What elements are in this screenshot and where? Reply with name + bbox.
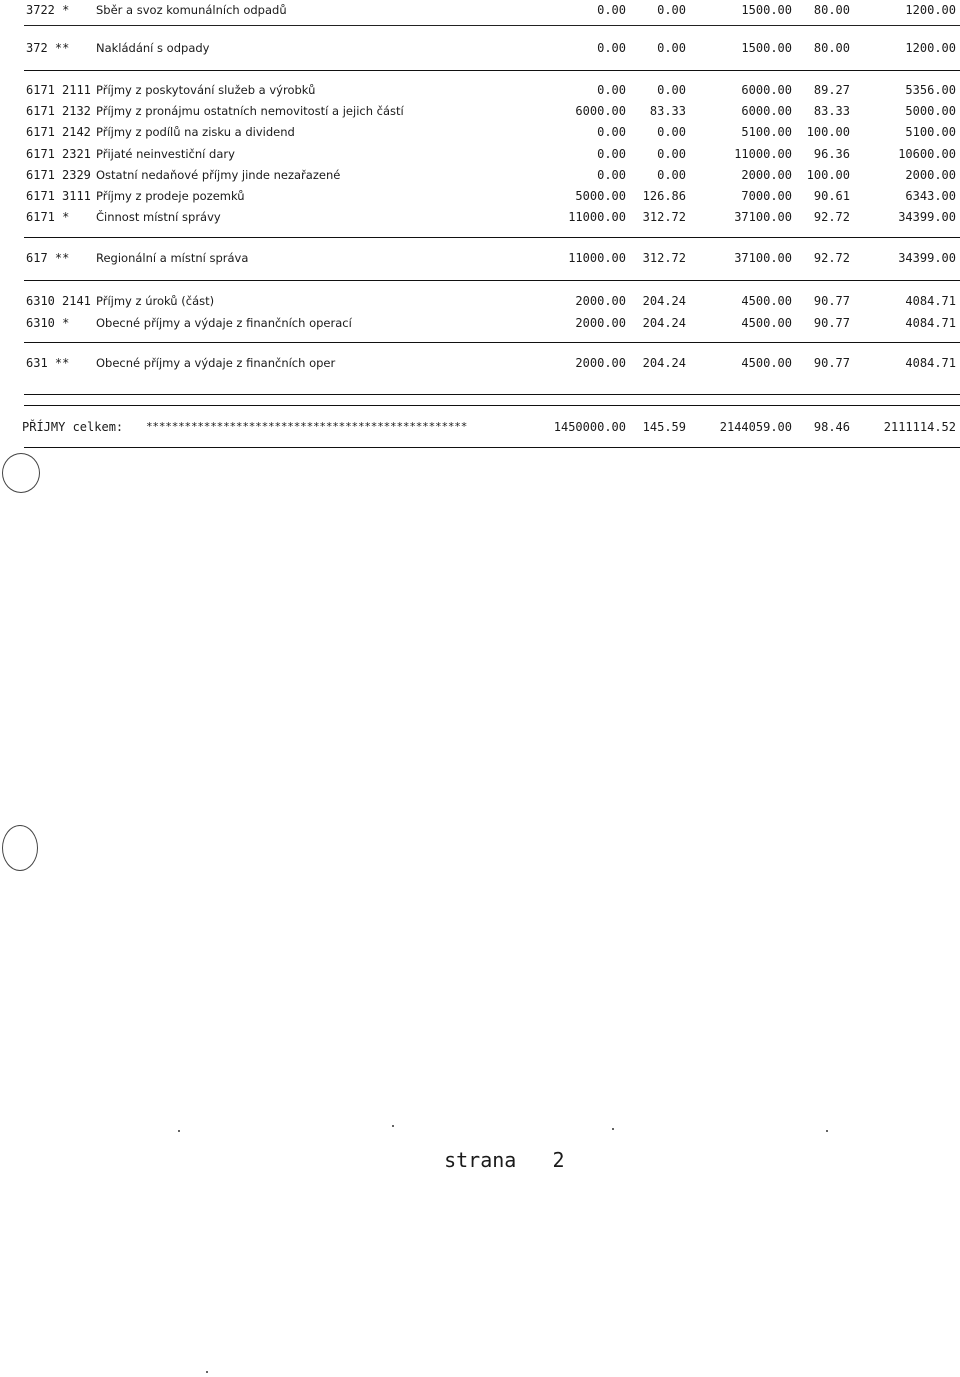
table-row xyxy=(0,166,960,184)
row-value-4: 92.72 xyxy=(813,251,850,265)
total-row xyxy=(0,418,960,436)
row-value-4: 83.33 xyxy=(813,104,850,118)
row-value-1: 0.00 xyxy=(597,3,626,17)
row-paragraph: 2141 xyxy=(62,294,91,308)
table-row xyxy=(0,249,960,267)
row-value-1: 2000.00 xyxy=(575,294,626,308)
row-value-3: 4500.00 xyxy=(741,316,792,330)
row-description: Přijaté neinvestiční dary xyxy=(96,147,235,161)
table-row xyxy=(0,1,960,19)
row-value-4: 90.77 xyxy=(813,356,850,370)
total-value-4: 98.46 xyxy=(813,420,850,434)
divider xyxy=(24,405,960,406)
divider xyxy=(24,237,960,238)
row-code: 631 ** xyxy=(26,356,70,370)
total-stars: ************************************************** xyxy=(146,420,468,433)
divider xyxy=(24,25,960,26)
total-value-3: 2144059.00 xyxy=(719,420,792,434)
scan-speck xyxy=(826,1130,828,1132)
row-value-3: 11000.00 xyxy=(734,147,792,161)
row-code: 6171 * xyxy=(26,210,70,224)
row-value-3: 37100.00 xyxy=(734,251,792,265)
row-value-5: 10600.00 xyxy=(898,147,956,161)
row-value-2: 0.00 xyxy=(657,83,686,97)
row-code: 6171 xyxy=(26,125,55,139)
table-row xyxy=(0,208,960,226)
table-row xyxy=(0,39,960,57)
page-footer xyxy=(420,1124,565,1172)
row-value-2: 0.00 xyxy=(657,3,686,17)
row-value-5: 5356.00 xyxy=(905,83,956,97)
row-value-4: 92.72 xyxy=(813,210,850,224)
row-description: Činnost místní správy xyxy=(96,210,221,224)
row-description: Příjmy z poskytování služeb a výrobků xyxy=(96,83,316,97)
row-description: Příjmy z pronájmu ostatních nemovitostí a jejich částí xyxy=(96,104,404,118)
punch-hole-icon xyxy=(2,825,38,871)
table-row xyxy=(0,292,960,310)
row-code: 6171 xyxy=(26,168,55,182)
divider xyxy=(24,447,960,448)
scan-speck xyxy=(206,1371,208,1373)
row-paragraph: 2142 xyxy=(62,125,91,139)
row-value-1: 0.00 xyxy=(597,125,626,139)
divider xyxy=(24,280,960,281)
row-code: 3722 * xyxy=(26,3,70,17)
divider xyxy=(24,394,960,395)
row-code: 6171 xyxy=(26,189,55,203)
table-row xyxy=(0,354,960,372)
row-value-3: 4500.00 xyxy=(741,294,792,308)
row-description: Ostatní nedaňové příjmy jinde nezařazené xyxy=(96,168,341,182)
row-description: Příjmy z prodeje pozemků xyxy=(96,189,245,203)
row-value-1: 2000.00 xyxy=(575,316,626,330)
row-value-4: 80.00 xyxy=(813,3,850,17)
row-value-5: 34399.00 xyxy=(898,251,956,265)
row-value-1: 0.00 xyxy=(597,147,626,161)
divider xyxy=(24,342,960,343)
row-paragraph: 2321 xyxy=(62,147,91,161)
table-row xyxy=(0,81,960,99)
row-value-4: 100.00 xyxy=(806,125,850,139)
page-number: 2 xyxy=(552,1148,565,1172)
row-description: Obecné příjmy a výdaje z finančních oper xyxy=(96,356,336,370)
row-value-2: 126.86 xyxy=(642,189,686,203)
row-value-5: 6343.00 xyxy=(905,189,956,203)
total-label: PŘÍJMY celkem: xyxy=(22,420,124,434)
row-code: 372 ** xyxy=(26,41,70,55)
table-row xyxy=(0,314,960,332)
scan-speck xyxy=(612,1128,614,1130)
row-value-4: 100.00 xyxy=(806,168,850,182)
row-value-3: 4500.00 xyxy=(741,356,792,370)
row-code: 6171 xyxy=(26,104,55,118)
row-value-3: 2000.00 xyxy=(741,168,792,182)
row-value-5: 5000.00 xyxy=(905,104,956,118)
row-code: 6310 xyxy=(26,294,55,308)
row-value-1: 11000.00 xyxy=(568,210,626,224)
row-description: Sběr a svoz komunálních odpadů xyxy=(96,3,287,17)
punch-hole-icon xyxy=(2,453,40,493)
total-value-1: 1450000.00 xyxy=(553,420,626,434)
table-row xyxy=(0,187,960,205)
row-value-4: 90.77 xyxy=(813,316,850,330)
table-row xyxy=(0,123,960,141)
row-value-2: 83.33 xyxy=(649,104,686,118)
row-value-2: 0.00 xyxy=(657,147,686,161)
row-value-2: 312.72 xyxy=(642,251,686,265)
row-value-2: 312.72 xyxy=(642,210,686,224)
row-description: Příjmy z podílů na zisku a dividend xyxy=(96,125,295,139)
row-value-3: 1500.00 xyxy=(741,3,792,17)
row-value-5: 34399.00 xyxy=(898,210,956,224)
row-value-4: 96.36 xyxy=(813,147,850,161)
row-value-5: 4084.71 xyxy=(905,316,956,330)
row-value-3: 1500.00 xyxy=(741,41,792,55)
row-value-1: 0.00 xyxy=(597,168,626,182)
row-value-5: 1200.00 xyxy=(905,41,956,55)
table-row xyxy=(0,102,960,120)
row-paragraph: 2111 xyxy=(62,83,91,97)
row-paragraph: 3111 xyxy=(62,189,91,203)
row-description: Obecné příjmy a výdaje z finančních operací xyxy=(96,316,352,330)
row-description: Příjmy z úroků (část) xyxy=(96,294,215,308)
scan-speck xyxy=(178,1130,180,1132)
row-value-2: 0.00 xyxy=(657,41,686,55)
row-paragraph: 2132 xyxy=(62,104,91,118)
row-value-1: 5000.00 xyxy=(575,189,626,203)
row-value-1: 0.00 xyxy=(597,41,626,55)
row-value-5: 4084.71 xyxy=(905,356,956,370)
table-row xyxy=(0,145,960,163)
row-value-3: 37100.00 xyxy=(734,210,792,224)
row-value-4: 90.61 xyxy=(813,189,850,203)
row-code: 6171 xyxy=(26,83,55,97)
row-value-3: 5100.00 xyxy=(741,125,792,139)
scan-speck xyxy=(392,1125,394,1127)
row-value-3: 6000.00 xyxy=(741,104,792,118)
row-value-1: 11000.00 xyxy=(568,251,626,265)
row-value-2: 0.00 xyxy=(657,125,686,139)
row-value-2: 204.24 xyxy=(642,316,686,330)
row-paragraph: 2329 xyxy=(62,168,91,182)
row-code: 6171 xyxy=(26,147,55,161)
row-code: 6310 * xyxy=(26,316,70,330)
row-value-5: 1200.00 xyxy=(905,3,956,17)
row-value-1: 2000.00 xyxy=(575,356,626,370)
row-value-4: 90.77 xyxy=(813,294,850,308)
row-value-2: 0.00 xyxy=(657,168,686,182)
page-label: strana xyxy=(444,1148,517,1172)
total-value-2: 145.59 xyxy=(642,420,686,434)
row-description: Nakládání s odpady xyxy=(96,41,210,55)
row-value-4: 80.00 xyxy=(813,41,850,55)
row-value-5: 2000.00 xyxy=(905,168,956,182)
row-value-3: 7000.00 xyxy=(741,189,792,203)
row-code: 617 ** xyxy=(26,251,70,265)
row-value-2: 204.24 xyxy=(642,356,686,370)
row-value-2: 204.24 xyxy=(642,294,686,308)
total-value-5: 2111114.52 xyxy=(883,420,956,434)
row-value-3: 6000.00 xyxy=(741,83,792,97)
row-value-5: 5100.00 xyxy=(905,125,956,139)
row-value-4: 89.27 xyxy=(813,83,850,97)
row-description: Regionální a místní správa xyxy=(96,251,249,265)
row-value-1: 6000.00 xyxy=(575,104,626,118)
row-value-1: 0.00 xyxy=(597,83,626,97)
row-value-5: 4084.71 xyxy=(905,294,956,308)
divider xyxy=(24,70,960,71)
